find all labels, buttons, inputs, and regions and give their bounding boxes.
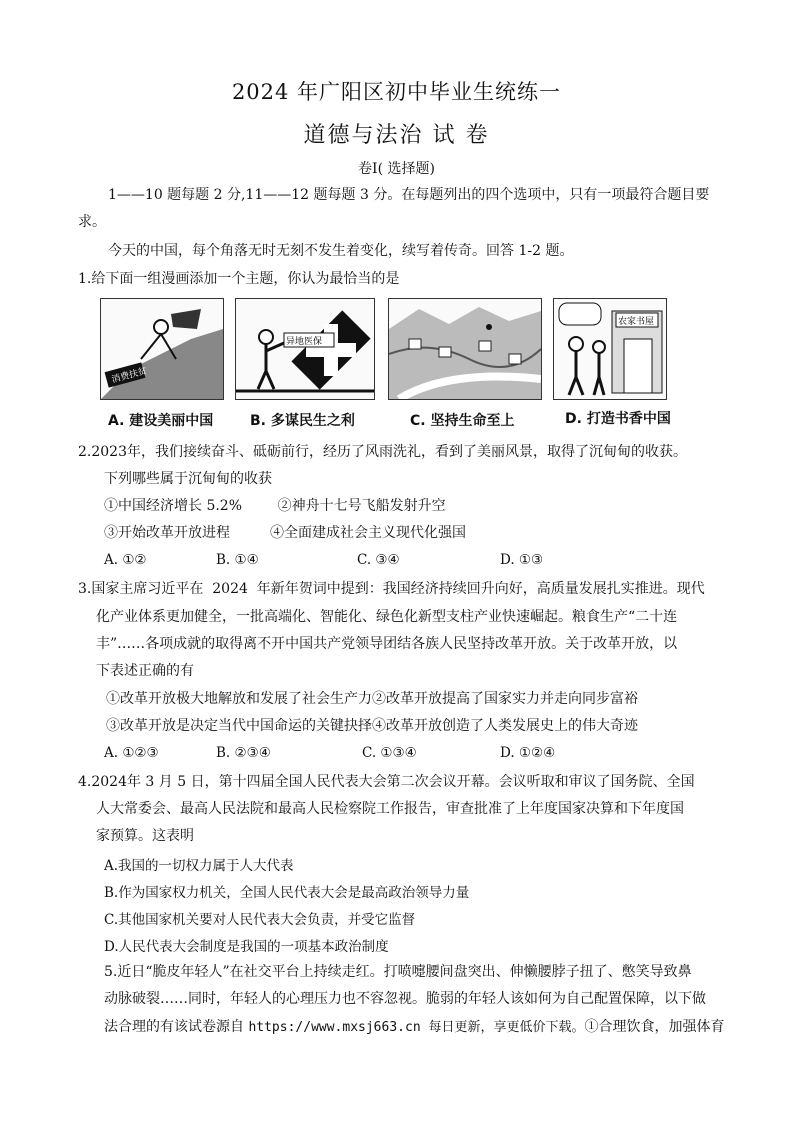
q3-stem-line3: 丰”……各项成就的取得离不开中国共产党领导团结各族人民坚持改革开放。关于改革开放，以	[96, 636, 678, 652]
q1-option-a: A. 建设美丽中国	[108, 413, 214, 429]
exam-title: 2024 年广阳区初中毕业生统练一	[231, 80, 562, 104]
q3-items-line2: ③改革开放是决定当代中国命运的关键抉择④改革开放创造了人类发展史上的伟大奇迹	[106, 718, 638, 734]
q5-line3-end: ①合理饮食，加强体育	[584, 1019, 725, 1035]
instructions-line2: 求。	[78, 214, 106, 230]
comic-panel-a	[100, 298, 224, 400]
q3-option-d: D. ①②④	[500, 745, 556, 761]
q5-line3-start: 法合理的有该试卷源自	[104, 1019, 249, 1035]
q5-stem-line1: 5.近日“脆皮年轻人”在社交平台上持续走红。打喷嚏腰间盘突出、伸懒腰脖子扭了、憋笑导致鼻	[104, 964, 692, 980]
q2-items-line1: ①中国经济增长 5.2% ②神舟十七号飞船发射升空	[104, 498, 446, 514]
q5-stem-line2: 动脉破裂……同时，年轻人的心理压力也不容忽视。脆弱的年轻人该如何为自己配置保障，以下做	[104, 991, 706, 1007]
panel-d-sign: 农家书屋	[618, 317, 655, 327]
comic-rural-library-icon	[554, 299, 666, 399]
comic-panel-c	[388, 298, 542, 400]
panel-b-sign: 异地医保	[286, 337, 323, 347]
q2-option-d: D. ①③	[500, 552, 544, 568]
q1-option-b: B. 多谋民生之利	[250, 413, 355, 429]
q1-stem: 1.给下面一组漫画添加一个主题，你认为最恰当的是	[78, 271, 400, 287]
q3-option-c: C. ①③④	[362, 745, 417, 761]
q4-stem-line1: 4.2024年 3 月 5 日，第十四届全国人民代表大会第二次会议开幕。会议听取和审议了国务院、全国	[78, 774, 695, 790]
subject-title: 道德与法治 试 卷	[303, 123, 490, 148]
passage-intro: 今天的中国，每个角落无时无刻不发生着变化，续写着传奇。回答 1-2 题。	[108, 243, 574, 259]
q2-option-b: B. ①④	[216, 552, 259, 568]
q3-stem-line2: 化产业体系更加健全，一批高端化、智能化、绿色化新型支柱产业快速崛起。粮食生产“二十连	[96, 609, 678, 625]
comic-panel-d	[553, 298, 667, 400]
panel-a-sign: 消费扶贫	[110, 366, 149, 386]
source-watermark-link[interactable]: https://www.mxsj663.cn 每日更新，享更低价下载。	[248, 1020, 585, 1035]
q2-stem-line2: 下列哪些属于沉甸甸的收获	[104, 471, 272, 487]
q2-stem-line1: 2.2023年，我们接续奋斗、砥砺前行，经历了风雨洗礼，看到了美丽风景，取得了沉甸甸的收获。	[78, 444, 687, 460]
q2-items-line2: ③开始改革开放进程 ④全面建成社会主义现代化强国	[104, 525, 467, 541]
section-label: 卷Ⅰ( 选择题)	[358, 161, 435, 177]
q4-option-c: C.其他国家机关要对人民代表大会负责，并受它监督	[104, 912, 416, 928]
q1-option-c: C. 坚持生命至上	[410, 413, 515, 429]
comic-village-road-icon	[389, 299, 541, 399]
q2-option-a: A. ①②	[104, 552, 147, 568]
q4-option-a: A.我国的一切权力属于人大代表	[104, 858, 294, 874]
q4-option-b: B.作为国家权力机关，全国人民代表大会是最高政治领导力量	[104, 885, 470, 901]
q3-stem-line4: 下表述正确的有	[96, 663, 194, 679]
q3-items-line1: ①改革开放极大地解放和发展了社会生产力②改革开放提高了国家实力并走向同步富裕	[106, 691, 638, 707]
comic-panel-b	[235, 298, 375, 400]
q3-stem-line1: 3.国家主席习近平在 2024 年新年贺词中提到：我国经济持续回升向好，高质量发展扎实推进。现代	[78, 581, 705, 597]
q1-option-d: D. 打造书香中国	[565, 411, 671, 427]
q3-option-a: A. ①②③	[104, 745, 159, 761]
q4-stem-line2: 人大常委会、最高人民法院和最高人民检察院工作报告，审查批准了上年度国家决算和下年度国	[96, 801, 684, 817]
q3-option-b: B. ②③④	[216, 745, 271, 761]
q2-option-c: C. ③④	[357, 552, 400, 568]
q4-stem-line3: 家预算。这表明	[96, 828, 194, 844]
comic-medical-insurance-icon	[236, 299, 374, 399]
comic-consumption-poverty-icon	[101, 299, 223, 399]
q5-stem-line3	[104, 1018, 724, 1037]
instructions-line1: 1——10 题每题 2 分,11——12 题每题 3 分。在每题列出的四个选项中，只有一项最符合题目要	[108, 187, 710, 203]
q4-option-d: D.人民代表大会制度是我国的一项基本政治制度	[104, 939, 389, 955]
